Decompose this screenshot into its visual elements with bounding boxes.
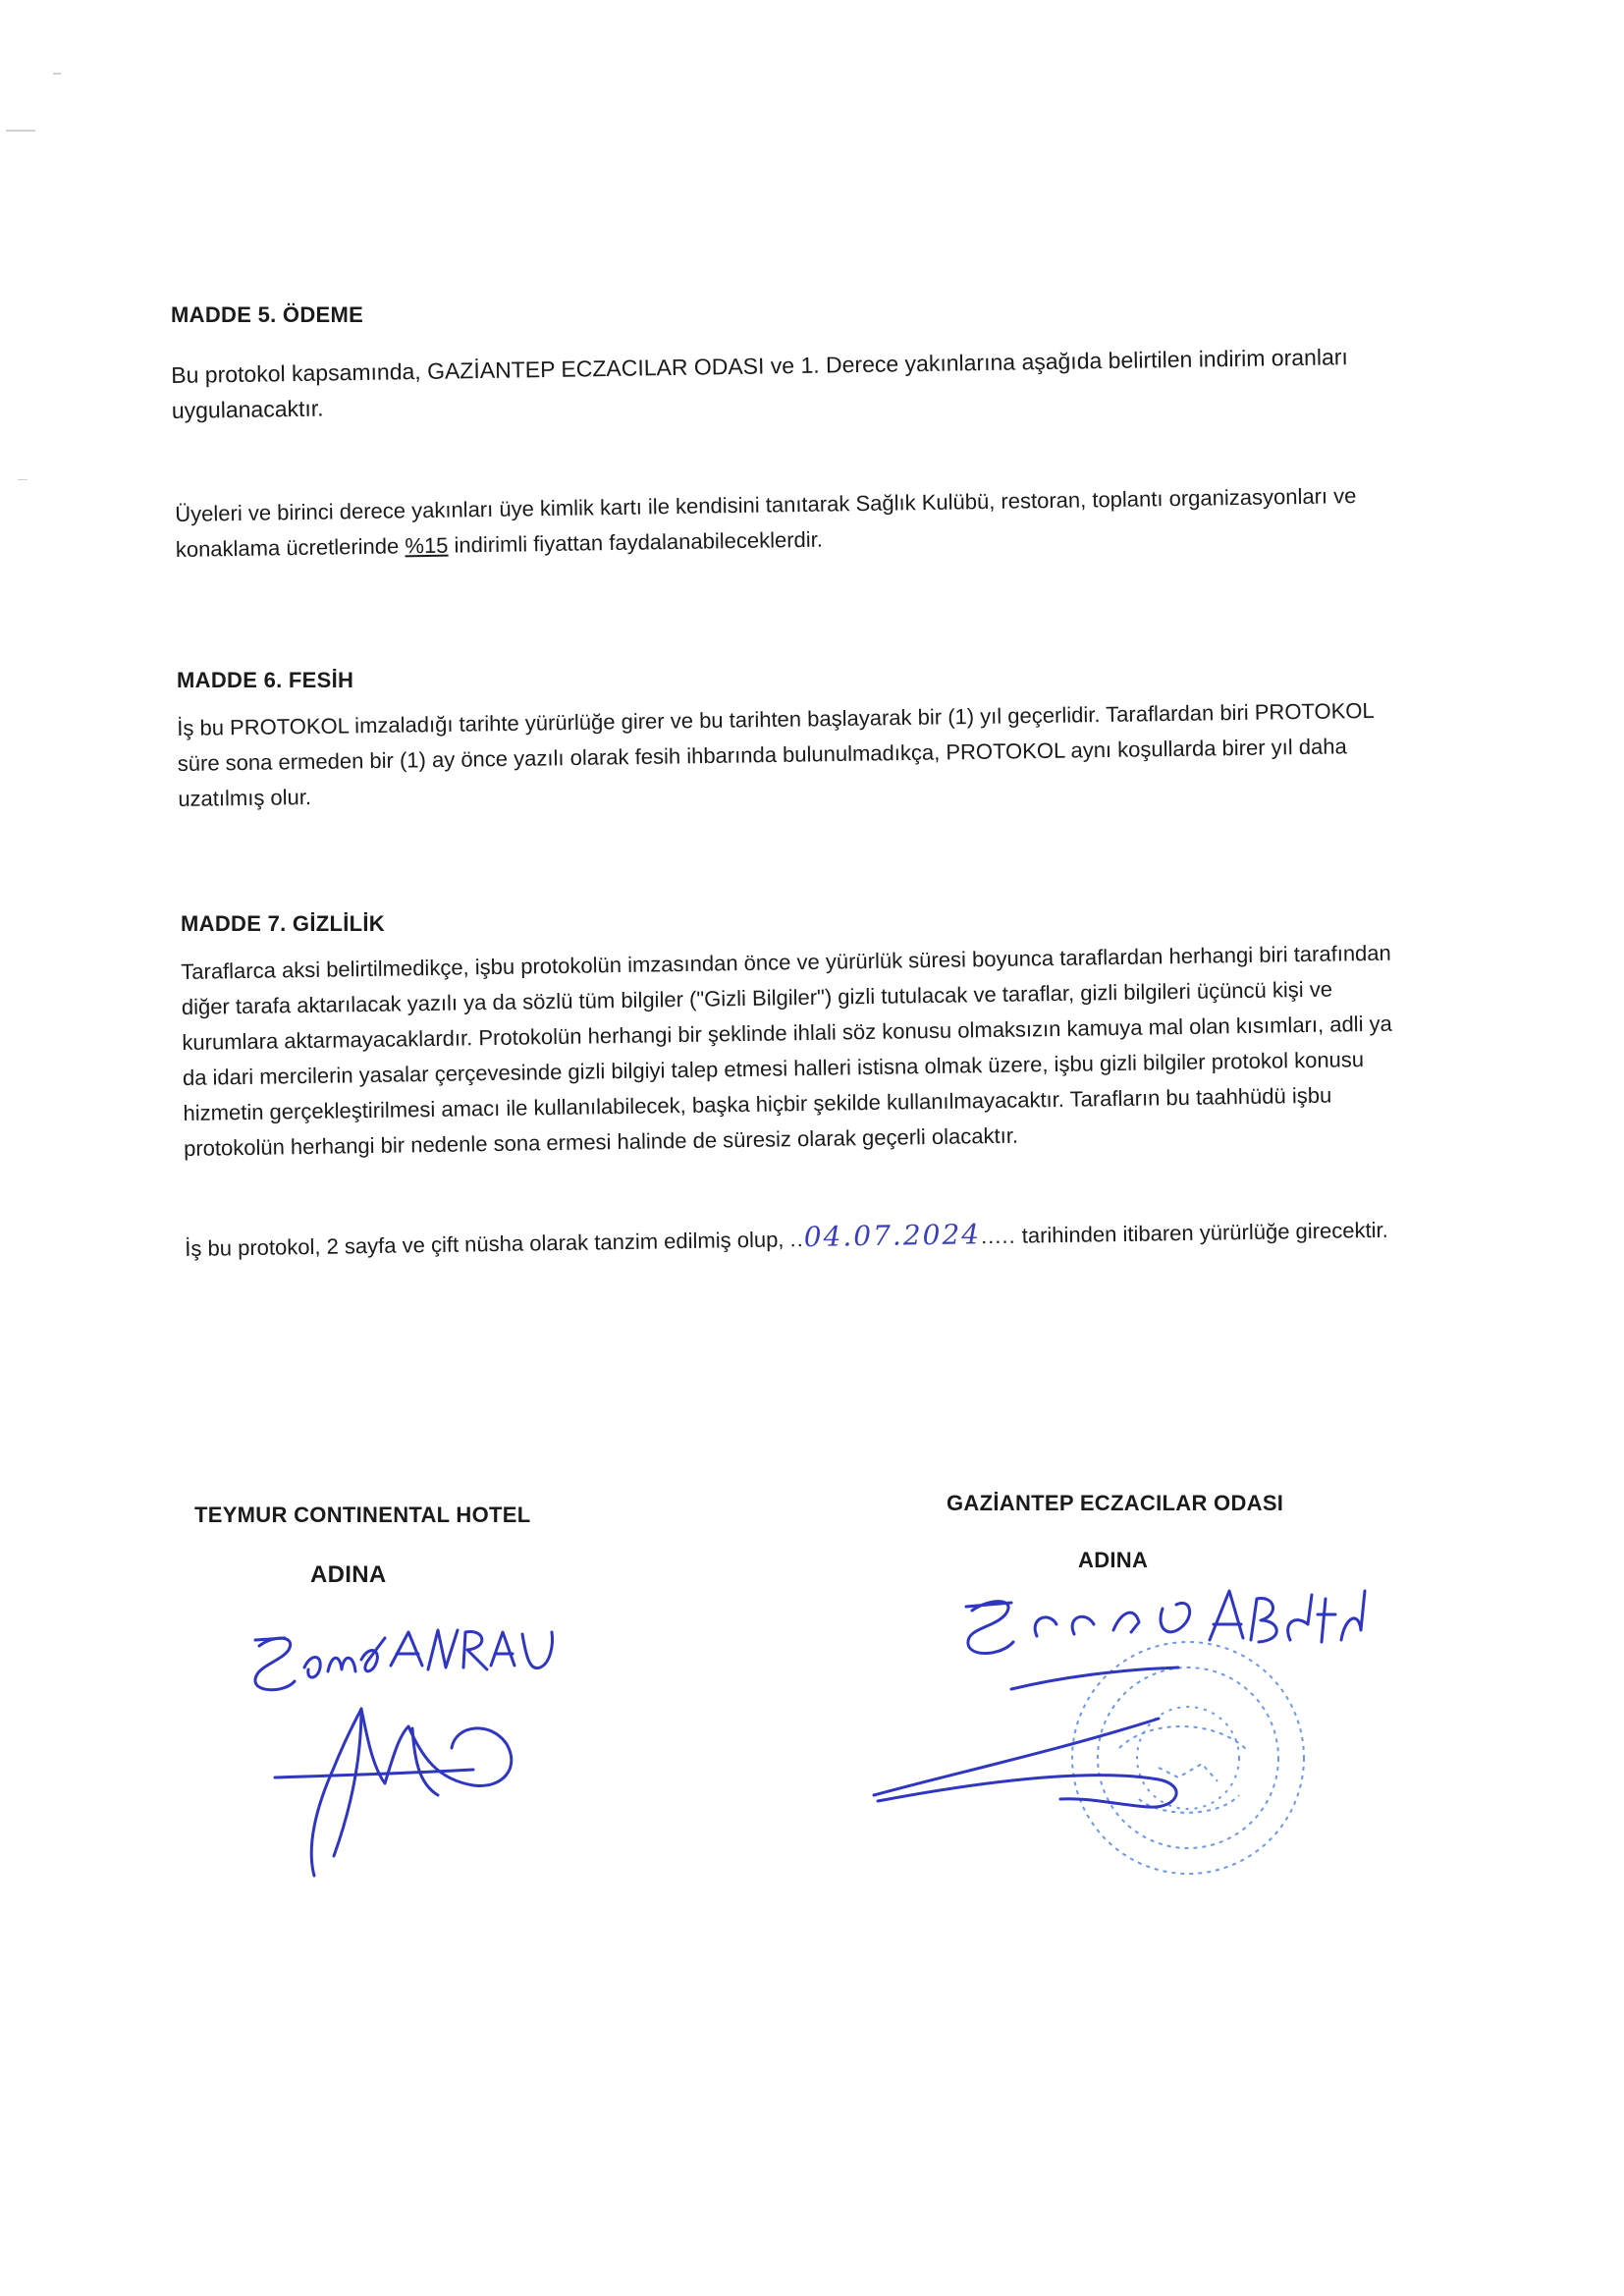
madde5-para2-text-end: indirimli fiyattan faydalanabileceklerdir. (448, 526, 824, 558)
madde5-heading: MADDE 5. ÖDEME (171, 302, 364, 327)
scan-mark (53, 73, 61, 75)
madde7-heading: MADDE 7. GİZLİLİK (181, 911, 385, 936)
official-seal (1072, 1642, 1304, 1874)
closing-paragraph (185, 1211, 1402, 1267)
right-signatory-org: GAZİANTEP ECZACILAR ODASI (947, 1491, 1284, 1515)
madde5-paragraph-1: Bu protokol kapsamında, GAZİANTEP ECZACILAR ODASI ve 1. Derece yakınlarına aşağıda belirtilen indirim oranları uygulanacaktır. (171, 344, 1348, 423)
scan-mark (18, 479, 27, 480)
date-dots-right: ..... (980, 1223, 1016, 1249)
closing-text: İş bu protokol, 2 sayfa ve çift nüsha olarak tanzim edilmiş olup, (185, 1227, 790, 1261)
left-signatory-org: TEYMUR CONTINENTAL HOTEL (194, 1503, 531, 1527)
scan-mark (6, 130, 35, 132)
madde6-paragraph: İş bu PROTOKOL imzaladığı tarihte yürürlüğe girer ve bu tarihten başlayarak bir (1) yıl geçerlidir. Taraflardan biri PROTOKOL süre sona ermeden bir (1) ay önce yazılı olarak fesih ihbarında bulunulmadıkça, PROTOKOL aynı koşullarda birer yıl daha uzatılmış olur. (177, 697, 1374, 811)
left-signatory-role: ADINA (310, 1561, 387, 1588)
madde5-paragraph-2 (175, 478, 1393, 568)
right-signatory-role: ADINA (1078, 1548, 1149, 1572)
madde6-heading: MADDE 6. FESİH (177, 668, 354, 692)
left-signature (245, 1611, 560, 1905)
discount-percent: %15 (405, 532, 449, 559)
madde5-para2-text: Üyeleri ve birinci derece yakınları üye kimlik kartı ile kendisini tanıtarak Sağlık Kulübü, restoran, toplantı organizasyonları ve konaklama ücretlerinde (175, 483, 1357, 562)
date-dots-left: .. (789, 1227, 804, 1252)
right-signature-stamp (864, 1571, 1414, 1886)
madde7-paragraph: Taraflarca aksi belirtilmedikçe, işbu protokolün imzasından önce ve yürürlük süresi boyunca taraflardan herhangi biri tarafından diğer tarafa aktarılacak yazılı ya da sözlü tüm bilgiler ("Gizli Bilgiler") gizli tutulacak ve taraflar, gizli bilgileri üçüncü kişi ve kurumlara aktarmayacaklardır. Protokolün herhangi bir şeklinde ihlali söz konusu olmaksızın kamuya mal olan kısımları, adli ya da idari mercilerin yasalar çerçevesinde gizli bilgiyi talep etmesi halleri istisna olmak üzere, işbu gizli bilgiler protokol konusu hizmetin gerçekleştirilmesi amacı ile kullanılabilecek, başka hiçbir şekilde kullanılmayacaktır. Tarafların bu taahhüdü işbu protokolün herhangi bir nedenle sona ermesi halinde de süresiz olarak geçerli olacaktır. (181, 940, 1393, 1161)
handwritten-date: 04.07.2024 (803, 1218, 982, 1254)
closing-text-end: tarihinden itibaren yürürlüğe girecektir. (1015, 1217, 1388, 1248)
